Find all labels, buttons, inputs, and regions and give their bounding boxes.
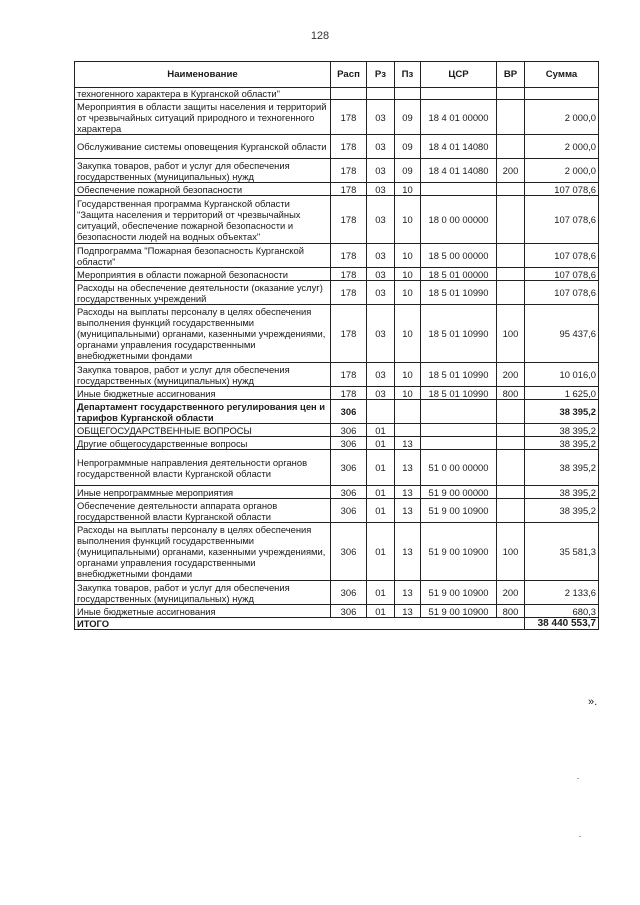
cell-pz: 13 <box>395 450 421 486</box>
cell-vr <box>497 100 525 135</box>
cell-sum: 107 078,6 <box>525 244 599 268</box>
cell-rz: 03 <box>367 281 395 305</box>
cell-sum: 38 395,2 <box>525 424 599 437</box>
cell-sum: 38 395,2 <box>525 450 599 486</box>
cell-csr: 18 4 01 14080 <box>421 159 497 183</box>
cell-rasp: 306 <box>331 523 367 581</box>
cell-pz: 13 <box>395 437 421 450</box>
cell-csr: 18 5 01 10990 <box>421 281 497 305</box>
cell-csr: 18 4 01 00000 <box>421 100 497 135</box>
total-label: ИТОГО <box>75 618 525 630</box>
cell-rasp: 178 <box>331 363 367 387</box>
cell-csr: 18 5 01 10990 <box>421 305 497 363</box>
cell-pz: 10 <box>395 244 421 268</box>
cell-pz: 10 <box>395 196 421 244</box>
cell-pz: 09 <box>395 159 421 183</box>
cell-pz: 10 <box>395 305 421 363</box>
header-name: Наименование <box>75 62 331 88</box>
cell-sum: 38 395,2 <box>525 486 599 499</box>
table-row <box>75 400 599 424</box>
cell-vr <box>497 450 525 486</box>
cell-pz: 10 <box>395 363 421 387</box>
cell-rz: 03 <box>367 100 395 135</box>
cell-name: Государственная программа Курганской области "Защита населения и территорий от чрезвычайных ситуаций, обеспечение пожарной безопасности и безопасности людей на водных объектах" <box>75 196 331 244</box>
table-row <box>75 387 599 400</box>
cell-pz: 13 <box>395 523 421 581</box>
cell-rasp: 306 <box>331 605 367 618</box>
cell-sum: 38 395,2 <box>525 499 599 523</box>
table-row <box>75 523 599 581</box>
cell-csr: 18 5 01 10990 <box>421 363 497 387</box>
cell-name: Подпрограмма "Пожарная безопасность Курганской области" <box>75 244 331 268</box>
cell-name: Департамент государственного регулирования цен и тарифов Курганской области <box>75 400 331 424</box>
cell-pz: 09 <box>395 135 421 159</box>
cell-name: Закупка товаров, работ и услуг для обеспечения государственных (муниципальных) нужд <box>75 363 331 387</box>
cell-sum <box>525 88 599 100</box>
cell-sum: 107 078,6 <box>525 196 599 244</box>
cell-sum: 38 395,2 <box>525 400 599 424</box>
cell-name: Расходы на обеспечение деятельности (оказание услуг) государственных учреждений <box>75 281 331 305</box>
closing-quote-mark: ». <box>588 696 598 708</box>
cell-name: Расходы на выплаты персоналу в целях обеспечения выполнения функций государственными (муниципальными) органами, казенными учреждениями, органами управления государственными внебюджетными фондами <box>75 523 331 581</box>
cell-rasp: 178 <box>331 159 367 183</box>
cell-rasp: 178 <box>331 387 367 400</box>
cell-rasp: 178 <box>331 183 367 196</box>
cell-sum: 680,3 <box>525 605 599 618</box>
cell-csr: 18 4 01 14080 <box>421 135 497 159</box>
table-row <box>75 135 599 159</box>
cell-csr: 51 9 00 10900 <box>421 581 497 605</box>
cell-name: Обеспечение деятельности аппарата органов государственной власти Курганской области <box>75 499 331 523</box>
scan-speck <box>579 836 581 837</box>
cell-rasp: 306 <box>331 400 367 424</box>
cell-vr <box>497 244 525 268</box>
cell-csr: 18 5 00 00000 <box>421 244 497 268</box>
cell-pz: 13 <box>395 581 421 605</box>
cell-name: Мероприятия в области пожарной безопасности <box>75 268 331 281</box>
cell-vr: 100 <box>497 305 525 363</box>
cell-csr: 18 0 00 00000 <box>421 196 497 244</box>
cell-sum: 38 395,2 <box>525 437 599 450</box>
table-row <box>75 268 599 281</box>
cell-rz: 01 <box>367 450 395 486</box>
cell-vr: 100 <box>497 523 525 581</box>
cell-pz <box>395 424 421 437</box>
cell-rasp: 178 <box>331 244 367 268</box>
table-row <box>75 281 599 305</box>
cell-csr: 51 9 00 10900 <box>421 499 497 523</box>
header-rasp: Расп <box>331 62 367 88</box>
cell-csr: 51 9 00 10900 <box>421 523 497 581</box>
cell-sum: 2 000,0 <box>525 135 599 159</box>
cell-rasp: 306 <box>331 424 367 437</box>
cell-rz: 01 <box>367 424 395 437</box>
cell-name: Иные бюджетные ассигнования <box>75 387 331 400</box>
cell-sum: 2 133,6 <box>525 581 599 605</box>
cell-vr: 800 <box>497 387 525 400</box>
cell-csr: 51 0 00 00000 <box>421 450 497 486</box>
cell-name: Иные непрограммные мероприятия <box>75 486 331 499</box>
cell-csr: 18 5 01 10990 <box>421 387 497 400</box>
table-row <box>75 305 599 363</box>
cell-csr <box>421 400 497 424</box>
table-body <box>75 88 599 618</box>
scan-speck <box>577 778 579 779</box>
cell-csr <box>421 437 497 450</box>
cell-rz: 03 <box>367 159 395 183</box>
cell-vr <box>497 281 525 305</box>
cell-rz <box>367 400 395 424</box>
cell-rz: 01 <box>367 581 395 605</box>
cell-name: Мероприятия в области защиты населения и территорий от чрезвычайных ситуаций природного и техногенного характера <box>75 100 331 135</box>
table-row <box>75 437 599 450</box>
table-row <box>75 450 599 486</box>
table-row <box>75 486 599 499</box>
cell-pz: 09 <box>395 100 421 135</box>
cell-rz: 01 <box>367 605 395 618</box>
cell-rz: 03 <box>367 363 395 387</box>
cell-rasp: 306 <box>331 499 367 523</box>
table-row <box>75 363 599 387</box>
cell-rz: 03 <box>367 196 395 244</box>
table-row <box>75 100 599 135</box>
cell-rasp: 178 <box>331 281 367 305</box>
cell-name: Обслуживание системы оповещения Курганской области <box>75 135 331 159</box>
cell-pz: 10 <box>395 281 421 305</box>
cell-vr <box>497 196 525 244</box>
table-row <box>75 499 599 523</box>
cell-vr <box>497 486 525 499</box>
table-row <box>75 244 599 268</box>
cell-rasp: 306 <box>331 450 367 486</box>
header-vr: ВР <box>497 62 525 88</box>
cell-name: Иные бюджетные ассигнования <box>75 605 331 618</box>
cell-rasp: 178 <box>331 135 367 159</box>
cell-rz: 01 <box>367 437 395 450</box>
table-row <box>75 581 599 605</box>
cell-rz: 03 <box>367 183 395 196</box>
cell-pz: 10 <box>395 183 421 196</box>
cell-name: Обеспечение пожарной безопасности <box>75 183 331 196</box>
cell-sum: 107 078,6 <box>525 281 599 305</box>
table-row <box>75 159 599 183</box>
cell-vr: 200 <box>497 159 525 183</box>
cell-csr: 51 9 00 10900 <box>421 605 497 618</box>
cell-name: ОБЩЕГОСУДАРСТВЕННЫЕ ВОПРОСЫ <box>75 424 331 437</box>
cell-vr: 200 <box>497 581 525 605</box>
cell-vr <box>497 424 525 437</box>
table-row <box>75 88 599 100</box>
cell-vr <box>497 499 525 523</box>
cell-vr <box>497 183 525 196</box>
cell-rasp: 306 <box>331 581 367 605</box>
cell-vr <box>497 135 525 159</box>
cell-vr: 800 <box>497 605 525 618</box>
cell-rasp: 178 <box>331 196 367 244</box>
table-footer <box>75 618 599 630</box>
cell-pz: 10 <box>395 268 421 281</box>
cell-name: Другие общегосударственные вопросы <box>75 437 331 450</box>
header-pz: Пз <box>395 62 421 88</box>
cell-pz: 10 <box>395 387 421 400</box>
table-row <box>75 424 599 437</box>
header-sum: Сумма <box>525 62 599 88</box>
cell-sum: 107 078,6 <box>525 183 599 196</box>
cell-sum: 10 016,0 <box>525 363 599 387</box>
cell-rz <box>367 88 395 100</box>
cell-pz: 13 <box>395 605 421 618</box>
cell-csr <box>421 183 497 196</box>
cell-pz: 13 <box>395 499 421 523</box>
table-header <box>75 62 599 88</box>
table-row <box>75 183 599 196</box>
cell-csr <box>421 88 497 100</box>
cell-rasp: 306 <box>331 437 367 450</box>
cell-rasp: 306 <box>331 486 367 499</box>
cell-rasp: 178 <box>331 268 367 281</box>
cell-rasp: 178 <box>331 100 367 135</box>
cell-rz: 01 <box>367 523 395 581</box>
cell-name: Закупка товаров, работ и услуг для обеспечения государственных (муниципальных) нужд <box>75 159 331 183</box>
cell-sum: 1 625,0 <box>525 387 599 400</box>
cell-sum: 107 078,6 <box>525 268 599 281</box>
cell-rz: 03 <box>367 387 395 400</box>
cell-rz: 03 <box>367 305 395 363</box>
header-csr: ЦСР <box>421 62 497 88</box>
cell-csr: 18 5 01 00000 <box>421 268 497 281</box>
cell-name: Непрограммные направления деятельности органов государственной власти Курганской области <box>75 450 331 486</box>
cell-csr: 51 9 00 00000 <box>421 486 497 499</box>
cell-rasp <box>331 88 367 100</box>
cell-pz <box>395 400 421 424</box>
table-row <box>75 196 599 244</box>
cell-vr <box>497 400 525 424</box>
cell-name: техногенного характера в Курганской области" <box>75 88 331 100</box>
cell-vr: 200 <box>497 363 525 387</box>
cell-name: Расходы на выплаты персоналу в целях обеспечения выполнения функций государственными (муниципальными) органами, казенными учреждениями, органами управления государственными внебюджетными фондами <box>75 305 331 363</box>
cell-sum: 35 581,3 <box>525 523 599 581</box>
cell-pz: 13 <box>395 486 421 499</box>
table-row <box>75 605 599 618</box>
cell-sum: 95 437,6 <box>525 305 599 363</box>
cell-vr <box>497 88 525 100</box>
header-rz: Рз <box>367 62 395 88</box>
cell-vr <box>497 437 525 450</box>
cell-rz: 03 <box>367 135 395 159</box>
total-row <box>75 618 599 630</box>
page-number: 128 <box>310 30 330 42</box>
cell-name: Закупка товаров, работ и услуг для обеспечения государственных (муниципальных) нужд <box>75 581 331 605</box>
total-sum: 38 440 553,7 <box>525 618 599 630</box>
cell-rz: 01 <box>367 486 395 499</box>
cell-rz: 03 <box>367 244 395 268</box>
budget-table <box>74 61 599 630</box>
cell-rz: 01 <box>367 499 395 523</box>
cell-pz <box>395 88 421 100</box>
cell-csr <box>421 424 497 437</box>
cell-rasp: 178 <box>331 305 367 363</box>
cell-vr <box>497 268 525 281</box>
cell-rz: 03 <box>367 268 395 281</box>
cell-sum: 2 000,0 <box>525 100 599 135</box>
cell-sum: 2 000,0 <box>525 159 599 183</box>
